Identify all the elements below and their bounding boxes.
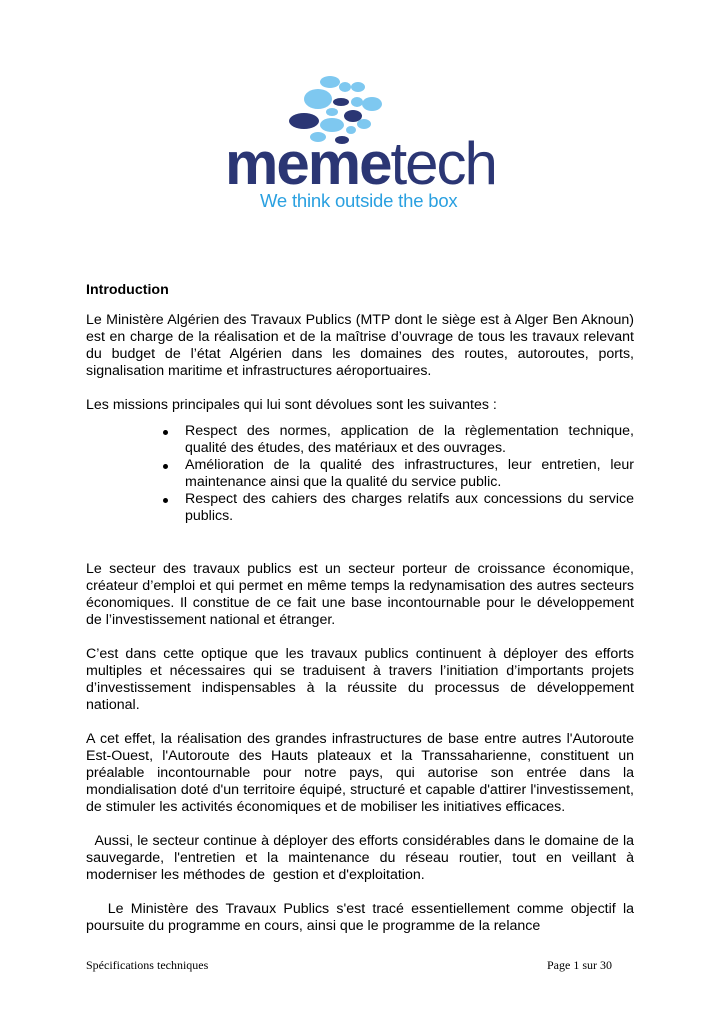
paragraph-3: Le secteur des travaux publics est un secteur porteur de croissance économique, créateur d’emploi et qui permet en même temps la redynamisation des autres secteurs économiques. Il constitue de ce fait une base incontournable pour le développement de l’investissement national et étranger.	[86, 561, 634, 628]
footer-document-title: Spécifications techniques	[86, 958, 209, 972]
logo-wordmark	[225, 130, 496, 197]
logo-tagline: We think outside the box	[260, 190, 458, 211]
paragraph-7: Le Ministère des Travaux Publics s'est tracé essentiellement comme objectif la poursuite du programme en cours, ainsi que le programme de la relance	[86, 901, 638, 934]
paragraph-1: Le Ministère Algérien des Travaux Publics (MTP dont le siège est à Alger Ben Aknoun) est en charge de la réalisation et de la maîtrise d’ouvrage de tous les travaux relevant du budget de l’état Algérien dans les domaines des routes, autoroutes, ports, signalisation maritime et infrastructures aéroportuaires.	[86, 312, 634, 379]
document-body	[86, 282, 638, 952]
paragraph-4: C’est dans cette optique que les travaux publics continuent à déployer des efforts multiples et nécessaires qui se traduisent à travers l’initiation d’importants projets d’investissement indispensables à la réussite du processus de développement national.	[86, 646, 634, 713]
missions-list	[86, 423, 634, 525]
list-item: Respect des normes, application de la règlementation technique, qualité des études, des matériaux et des ouvrages.	[185, 423, 634, 456]
list-item: Amélioration de la qualité des infrastructures, leur entretien, leur maintenance ainsi que la qualité du service public.	[185, 457, 634, 490]
paragraph-2: Les missions principales qui lui sont dévolues sont les suivantes :	[86, 397, 497, 413]
memetech-logo	[222, 74, 512, 214]
list-item: Respect des cahiers des charges relatifs aux concessions du service publics.	[185, 491, 634, 524]
section-heading: Introduction	[86, 282, 169, 298]
paragraph-6: Aussi, le secteur continue à déployer des efforts considérables dans le domaine de la sauvegarde, l'entretien et la maintenance du réseau routier, tout en veillant à moderniser les méthodes de gestion et d'exploitation.	[86, 833, 638, 883]
logo-word-meme: meme	[225, 130, 391, 197]
paragraph-5: A cet effet, la réalisation des grandes infrastructures de base entre autres l'Autoroute Est-Ouest, l'Autoroute des Hauts plateaux et la Transsaharienne, constituent un préalable incontournable pour notre pays, qui autorise son entrée dans la mondialisation doté d'un territoire équipé, structuré et capable d'attirer l'investissement, de stimuler les activités économiques et de mobiliser les initiatives efficaces.	[86, 731, 634, 815]
footer-page-number: Page 1 sur 30	[547, 958, 612, 972]
logo-word-tech: tech	[390, 130, 496, 197]
spacer	[86, 525, 634, 561]
